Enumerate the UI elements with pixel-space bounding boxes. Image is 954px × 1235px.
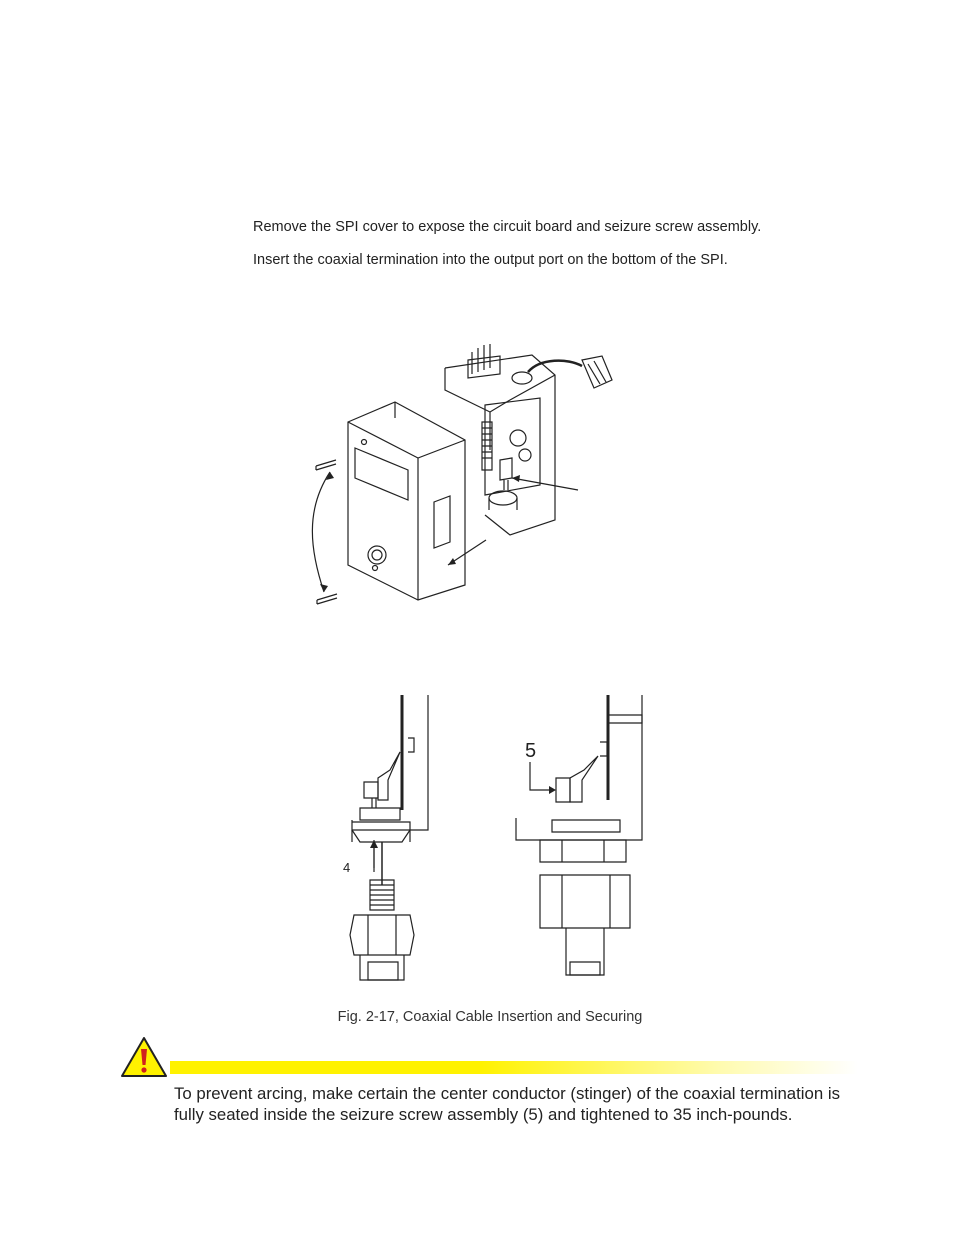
warning-bar bbox=[170, 1061, 858, 1074]
coax-insertion-illustration bbox=[330, 690, 670, 990]
instruction-step-2: Insert the coaxial termination into the output port on the bottom of the SPI. bbox=[253, 252, 728, 268]
figure-caption: Fig. 2-17, Coaxial Cable Insertion and Securing bbox=[337, 1009, 643, 1025]
warning-exclamation-icon bbox=[119, 1035, 169, 1079]
spi-exploded-illustration bbox=[300, 330, 660, 630]
insert-callout-label: 4 bbox=[343, 860, 351, 875]
warning-text: To prevent arcing, make certain the center conductor (stinger) of the coaxial termination is fully seated inside the seizure screw assembly (5) and tightened to 35 inch-pounds. bbox=[174, 1084, 840, 1124]
instruction-step-1: Remove the SPI cover to expose the circuit board and seizure screw assembly. bbox=[253, 219, 762, 235]
seizure-screw-callout-label: 5 bbox=[525, 740, 537, 762]
